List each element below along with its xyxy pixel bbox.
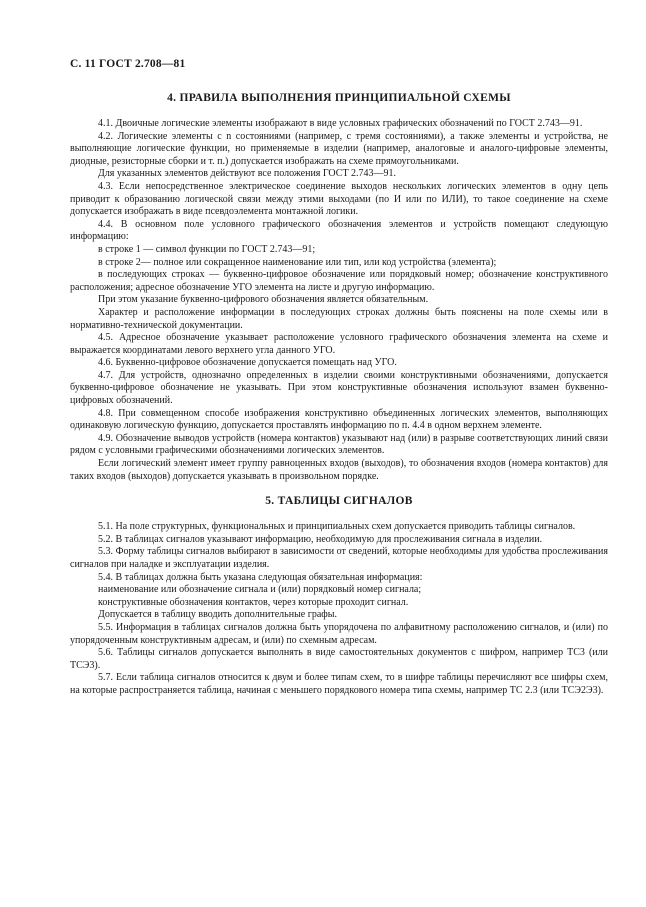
paragraph-4-4-line-1: в строке 1 — символ функции по ГОСТ 2.743—91;: [98, 243, 316, 255]
paragraph-4-2-note: Для указанных элементов действуют все положения ГОСТ 2.743—91.: [98, 168, 397, 180]
section-5-body: [70, 521, 608, 697]
paragraph-5-4: 5.4. В таблицах должна быть указана следующая обязательная информация:: [98, 571, 423, 583]
paragraph-4-4-character: Характер и расположение информации в последующих строках должны быть пояснены на поле схемы или в нормативно-технической документации.: [70, 306, 608, 331]
paragraph-4-1: 4.1. Двоичные логические элементы изображают в виде условных графических обозначений по ГОСТ 2.743—91.: [98, 118, 583, 129]
paragraph-4-4-mandatory: При этом указание буквенно-цифрового обозначения является обязательным.: [98, 294, 429, 306]
paragraph-4-7: 4.7. Для устройств, однозначно определенных в изделии своими конструктивными обозначениями, допускается буквенно-цифровое обозначение не указывать. При этом конструктивные обозначения используют взамен буквенно-цифровых обозначений.: [70, 369, 608, 407]
paragraph-5-4-item-1: наименование или обозначение сигнала и (или) порядковый номер сигнала;: [98, 584, 422, 596]
paragraph-5-3: 5.3. Форму таблицы сигналов выбирают в зависимости от сведений, которые необходимы для удобства прослеживания сигналов при наладке и эксплуатации изделия.: [70, 546, 608, 570]
paragraph-4-2: 4.2. Логические элементы с n состояниями (например, с тремя состояниями), а также элементы и устройства, не выполняющие логические функции, но применяемые в изделии (например, аналоговые и аналого-цифровые элементы, диодные, резисторные сборки и т. п.) допускается изображать на схеме прямоугольниками.: [70, 130, 608, 167]
paragraph-5-5: 5.5. Информация в таблицах сигналов должна быть упорядочена по алфавитному расположению сигналов, и (или) по упорядоченным конструктивным адресам, и (или) по схемным адресам.: [70, 621, 608, 646]
paragraph-4-9-note: Если логический элемент имеет группу равноценных входов (выходов), то обозначения входов (номера контактов) для таких входов (выходов) допускается указывать в произвольном порядке.: [70, 458, 608, 482]
running-header: С. 11 ГОСТ 2.708—81: [70, 58, 186, 70]
section-4-title: 4. ПРАВИЛА ВЫПОЛНЕНИЯ ПРИНЦИПИАЛЬНОЙ СХЕМЫ: [167, 92, 511, 104]
paragraph-4-4-line-2: в строке 2— полное или сокращенное наименование или тип, или код устройства (элемента);: [98, 256, 497, 268]
paragraph-4-8: 4.8. При совмещенном способе изображения конструктивно объединенных логических элементов, выполняющих одинаковую логическую функцию, допускается проставлять информацию по п. 4.4 в одном верхнем элементе.: [70, 407, 608, 432]
section-5-title: 5. ТАБЛИЦЫ СИГНАЛОВ: [265, 495, 413, 508]
paragraph-5-4-note: Допускается в таблицу вводить дополнительные графы.: [98, 609, 337, 621]
paragraph-4-4-further-lines: в последующих строках — буквенно-цифровое обозначение или порядковый номер; обозначение конструктивного расположения; адресное обозначение УГО элемента на листе и другую информацию.: [70, 269, 608, 293]
paragraph-4-9: 4.9. Обозначение выводов устройств (номера контактов) указывают над (или) в разрыве соответствующих линий связи рядом с условными графическими обозначениями логических элементов.: [70, 432, 608, 457]
paragraph-4-6: 4.6. Буквенно-цифровое обозначение допускается помещать над УГО.: [98, 357, 397, 369]
paragraph-4-3: 4.3. Если непосредственное электрическое соединение выходов нескольких логических элементов в одну цепь приводит к образованию логической связи между этими выходами (по И или по ИЛИ), то такое соединение на схеме допускается изображать в виде псевдоэлемента монтажной логики.: [70, 180, 608, 218]
paragraph-4-5: 4.5. Адресное обозначение указывает расположение условного графического обозначения элемента на схеме и выражается координатами левого верхнего угла данного УГО.: [70, 332, 608, 356]
paragraph-5-4-item-2: конструктивные обозначения контактов, через которые проходит сигнал.: [98, 596, 409, 608]
paragraph-5-2: 5.2. В таблицах сигналов указывают информацию, необходимую для прослеживания сигнала в изделии.: [98, 533, 543, 545]
paragraph-5-6: 5.6. Таблицы сигналов допускается выполнять в виде самостоятельных документов с шифром, например ТС3 (или ТСЭ3).: [70, 647, 608, 671]
paragraph-5-7: 5.7. Если таблица сигналов относится к двум и более типам схем, то в шифре таблицы перечисляют все шифры схем, на которые распространяется таблица, начиная с меньшего порядкового номера типа схемы, например ТС 2.3 (или ТСЭ2Э3).: [70, 672, 608, 696]
section-4-body: [70, 118, 608, 483]
paragraph-4-4: 4.4. В основном поле условного графического обозначения элементов и устройств помещают следующую информацию:: [70, 218, 608, 243]
paragraph-5-1: 5.1. На поле структурных, функциональных и принципиальных схем допускается приводить таблицы сигналов.: [98, 521, 576, 533]
